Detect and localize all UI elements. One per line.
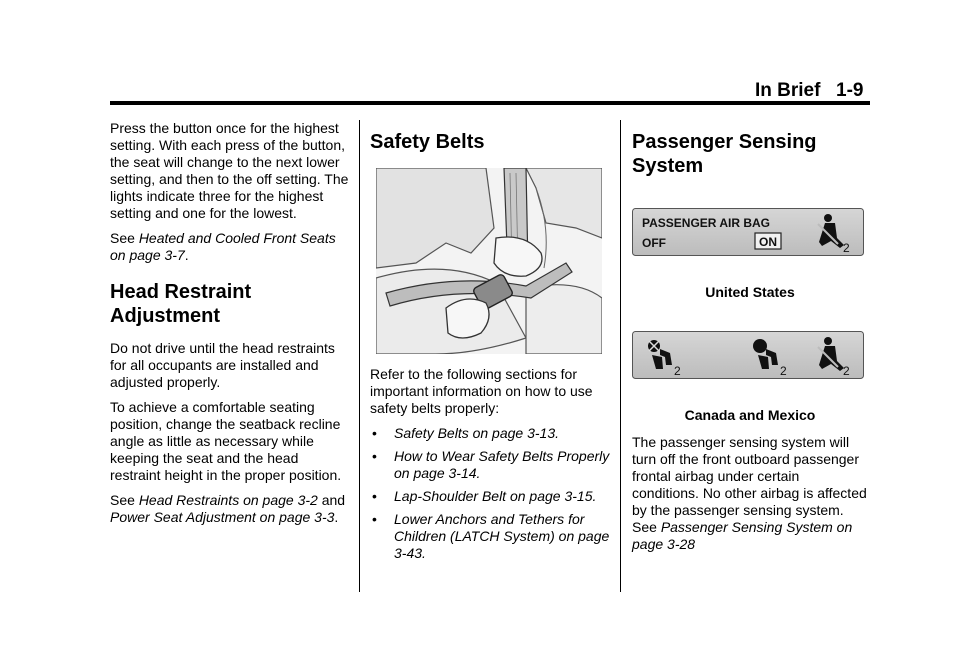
- power-seat-link[interactable]: Power Seat Adjustment on page 3-3: [110, 509, 335, 525]
- bullet: •: [372, 448, 377, 464]
- and-label: and: [317, 492, 346, 508]
- canada-mexico-caption: Canada and Mexico: [684, 407, 816, 423]
- icon-subscript: 2: [843, 364, 850, 378]
- head-restraint-paragraph-2: To achieve a comfortable seating position, change the seatback recline angle as little as necessary while keeping the seat and the head restraint height in the proper position.: [110, 399, 342, 483]
- panel-line2: OFF: [642, 236, 666, 250]
- see-label: See: [110, 230, 139, 246]
- panel-line1: PASSENGER AIR BAG: [642, 216, 771, 230]
- column-divider-1: [359, 120, 360, 592]
- safety-belt-references: [370, 425, 610, 562]
- us-airbag-status-panel: [632, 208, 864, 256]
- safety-belt-illustration: [376, 168, 602, 354]
- page-number: 1-9: [836, 80, 864, 101]
- us-caption: United States: [705, 284, 795, 300]
- section-title: In Brief: [755, 80, 821, 101]
- bullet: •: [372, 425, 377, 441]
- see-head-restraints: [110, 492, 350, 526]
- passenger-sensing-heading: Passenger Sensing System: [632, 131, 817, 177]
- list-item[interactable]: [370, 448, 610, 482]
- column-right: [632, 120, 868, 561]
- see-heated-seats: [110, 230, 350, 264]
- column-middle: [370, 120, 610, 568]
- safety-belts-heading: Safety Belts: [370, 131, 485, 153]
- reference-link[interactable]: Lower Anchors and Tethers for Children (LATCH System) on page 3-43.: [394, 511, 610, 561]
- page-header: [0, 80, 960, 110]
- safety-belts-intro: Refer to the following sections for important information on how to use safety belts properly:: [370, 366, 593, 416]
- heated-seats-paragraph: Press the button once for the highest setting. With each press of the button, the seat will change to the next lower setting, and then to the off setting. The lights indicate three for the highest setting and one for the lowest.: [110, 120, 349, 221]
- column-left: [110, 120, 350, 534]
- period: .: [184, 247, 189, 263]
- icon-subscript: 2: [780, 364, 787, 378]
- reference-link[interactable]: How to Wear Safety Belts Properly on page 3-14.: [394, 448, 610, 481]
- passenger-sensing-text: The passenger sensing system will turn off the front outboard passenger frontal airbag under certain conditions. No other airbag is affected by the passenger sensing system. See: [632, 434, 867, 535]
- list-item[interactable]: [370, 511, 610, 562]
- passenger-sensing-paragraph: [632, 434, 868, 553]
- list-item[interactable]: [370, 488, 610, 505]
- reference-link[interactable]: Lap-Shoulder Belt on page 3-15.: [394, 488, 597, 504]
- head-restraints-link[interactable]: Head Restraints on page 3-2: [138, 492, 318, 508]
- column-divider-2: [620, 120, 621, 592]
- heated-seats-link[interactable]: Heated and Cooled Front Seats on page 3-7: [110, 230, 336, 263]
- head-restraint-paragraph-1: Do not drive until the head restraints for all occupants are installed and adjusted properly.: [110, 340, 335, 390]
- canada-mexico-airbag-panel: [632, 331, 864, 379]
- passenger-sensing-link[interactable]: Passenger Sensing System on page 3-28: [632, 519, 853, 552]
- bullet: •: [372, 488, 377, 504]
- on-indicator: ON: [759, 235, 777, 249]
- icon-subscript: 2: [843, 241, 850, 255]
- list-item[interactable]: [370, 425, 610, 442]
- reference-link[interactable]: Safety Belts on page 3-13.: [394, 425, 559, 441]
- icon-subscript: 2: [674, 364, 681, 378]
- bullet: •: [372, 511, 377, 527]
- head-restraint-heading: Head Restraint Adjustment: [110, 281, 252, 327]
- header-rule: [110, 101, 870, 105]
- see-label: See: [110, 492, 139, 508]
- period: .: [334, 509, 339, 525]
